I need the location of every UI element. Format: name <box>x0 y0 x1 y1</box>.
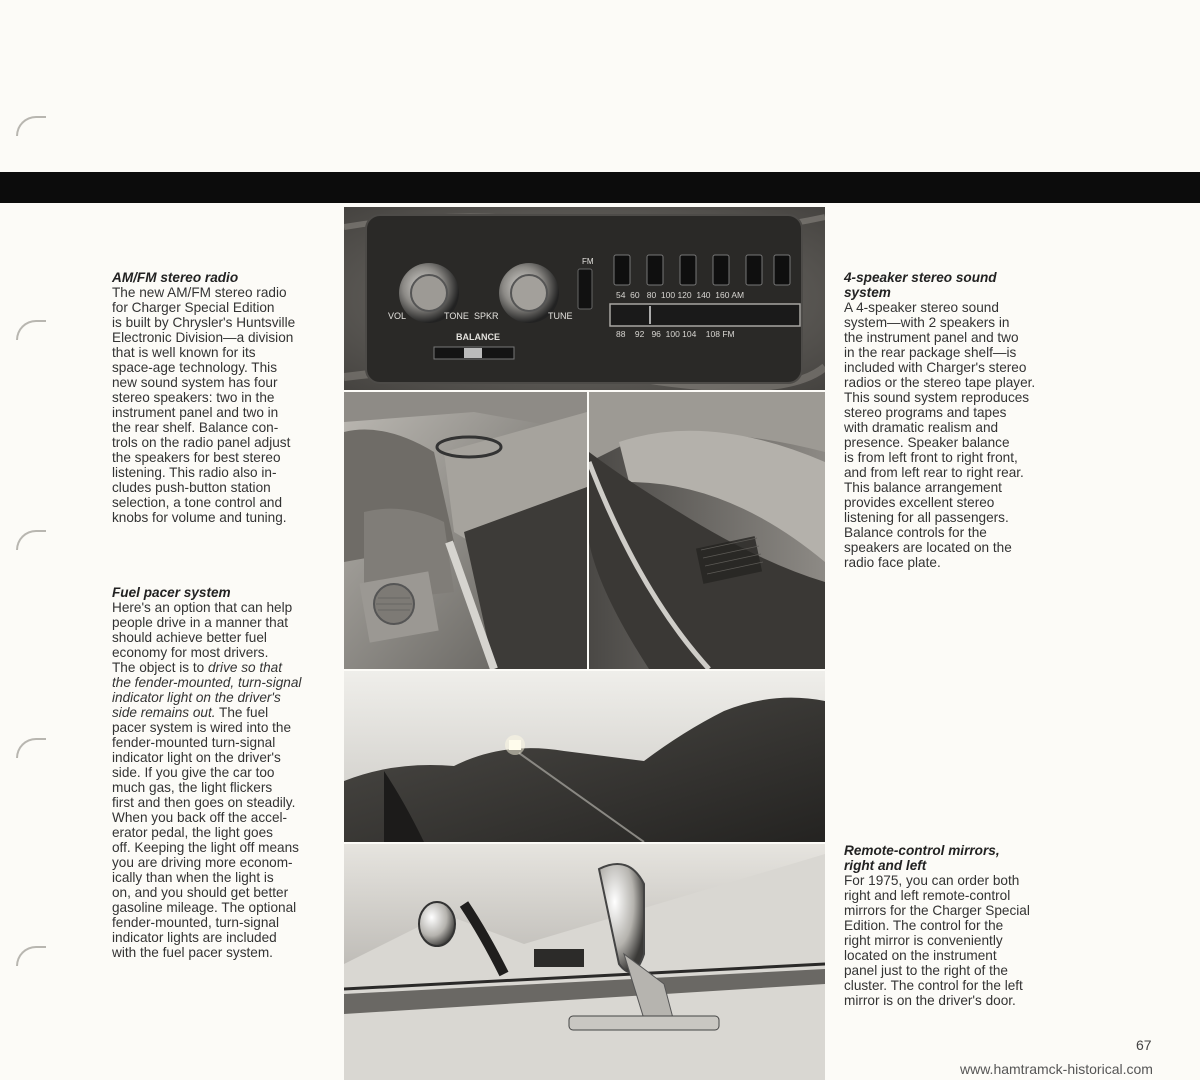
header-black-band <box>0 172 1200 203</box>
vol-label: VOL <box>388 311 407 321</box>
binder-hole-mark <box>16 530 46 550</box>
radio-panel-photo <box>344 207 825 390</box>
fuel-body <box>112 600 337 960</box>
watermark: www.hamtramck-historical.com <box>960 1061 1153 1077</box>
fender-indicator-photo <box>344 671 825 842</box>
page-number: 67 <box>1136 1037 1152 1053</box>
fuel-body-intro: Here's an option that can help people drive in a manner that should achieve better fuel economy for most drivers. The object is to <box>112 600 293 675</box>
binder-hole-mark <box>16 738 46 758</box>
am-scale: 54 60 80 100 120 140 160 AM <box>616 290 745 300</box>
fuel-body-rest: The fuel pacer system is wired into the fender-mounted turn-signal indicator light on the driver's side. If you give the car too much gas, the light flickers first and then goes on steadily. When you back off the accel- erator pedal, the light goes off. Keeping the light off means you are driving more econom- ically than when the light is on, and you should get better gasoline mileage. The optional fender-mounted, turn-signal indicator lights are included with the fuel pacer system. <box>112 705 299 960</box>
speaker-section <box>844 270 1074 570</box>
binder-hole-mark <box>16 946 46 966</box>
mirrors-photo <box>344 844 825 1080</box>
fuel-body-emphasis: drive so that the fender-mounted, turn-signal indicator light on the driver's side remains out. <box>112 660 302 720</box>
mirrors-body: For 1975, you can order both right and left remote-control mirrors for the Charger Special Edition. The control for the right mirror is conveniently located on the instrument panel just to the right of the cluster. The control for the left mirror is on the driver's door. <box>844 873 1030 1008</box>
radio-body: The new AM/FM stereo radio for Charger Special Edition is built by Chrysler's Huntsville Electronic Division—a division that is well known for its space-age technology. This new sound system has four stereo speakers: two in the instrument panel and two in the rear shelf. Balance con- trols on the radio panel adjust the speakers for best stereo listening. This radio also in- cludes push-button station selection, a tone control and knobs for volume and tuning. <box>112 285 296 525</box>
spkr-label: SPKR <box>474 311 499 321</box>
mirrors-heading: Remote-control mirrors, right and left <box>844 843 1000 873</box>
balance-label: BALANCE <box>456 332 500 342</box>
radio-section <box>112 270 337 525</box>
fuel-section <box>112 585 337 960</box>
binder-hole-mark <box>16 320 46 340</box>
mirrors-section <box>844 843 1074 1008</box>
fm-scale: 88 92 96 100 104 108 FM <box>616 329 735 339</box>
tone-label: TONE <box>444 311 469 321</box>
speaker-body: A 4-speaker stereo sound system—with 2 speakers in the instrument panel and two in the rear package shelf—is included with Charger's stereo radios or the stereo tape player. This sound system reproduces stereo programs and tapes with dramatic realism and presence. Speaker balance is from left front to right front, and from left rear to right rear. This balance arrangement provides excellent stereo listening for all passengers. Balance controls for the speakers are located on the radio face plate. <box>844 300 1036 570</box>
rear-shelf-speaker-photo <box>589 392 825 669</box>
fm-label: FM <box>582 257 594 266</box>
dash-speaker-photo <box>344 392 587 669</box>
radio-heading: AM/FM stereo radio <box>112 270 239 285</box>
speaker-heading: 4-speaker stereo sound system <box>844 270 997 300</box>
fuel-heading: Fuel pacer system <box>112 585 231 600</box>
binder-hole-mark <box>16 116 46 136</box>
tune-label: TUNE <box>548 311 573 321</box>
